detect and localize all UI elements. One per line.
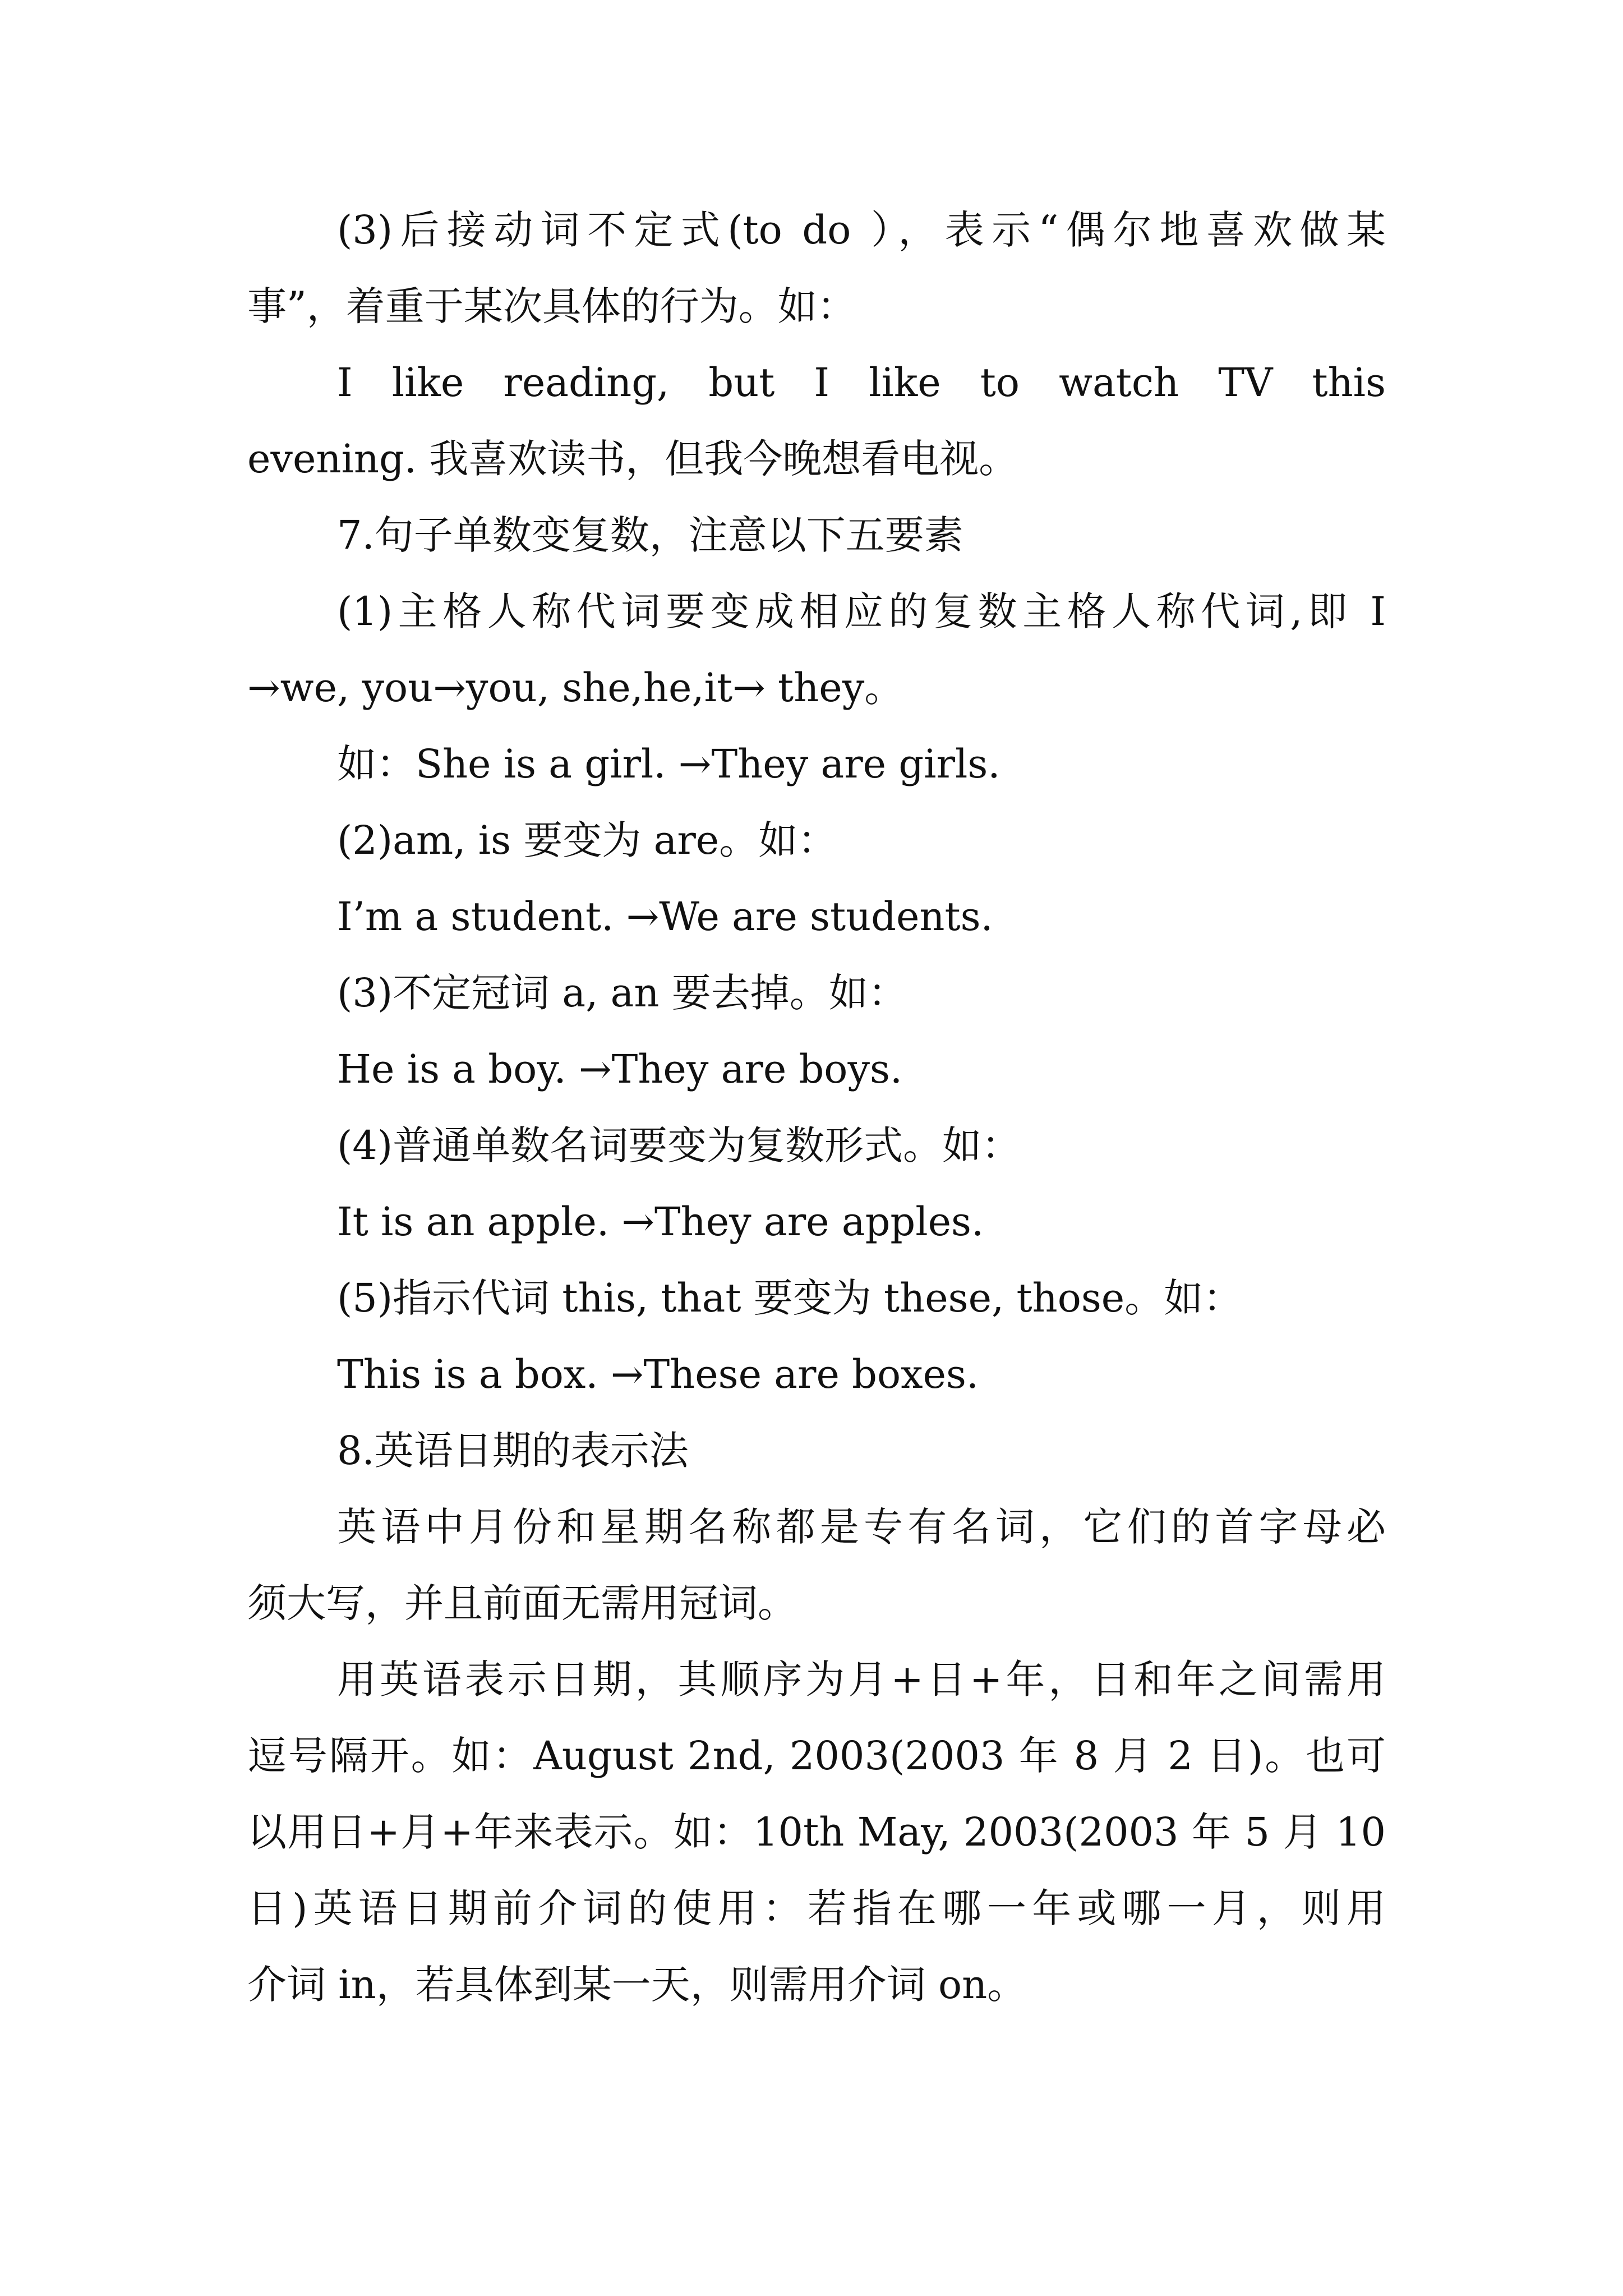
text-line: 日)英语日期前介词的使用：若指在哪一年或哪一月，则用 xyxy=(247,1885,1386,1931)
text-line: (3)后接动词不定式(to do ），表示“偶尔地喜欢做某 xyxy=(337,207,1386,253)
text-line: 介词 in，若具体到某一天，则需用介词 on。 xyxy=(247,1962,1027,2008)
text-line: →we, you→you, she,he,it→ they。 xyxy=(247,665,904,711)
section-heading: 8.英语日期的表示法 xyxy=(337,1428,689,1474)
text-line: 以用日+月+年来表示。如：10th May, 2003(2003 年 5 月 10 xyxy=(247,1809,1386,1855)
example-line: He is a boy. →They are boys. xyxy=(337,1046,903,1092)
section-heading: 7.句子单数变复数，注意以下五要素 xyxy=(337,512,963,558)
text-line: (1)主格人称代词要变成相应的复数主格人称代词,即 I xyxy=(337,588,1386,634)
text-line: 英语中月份和星期名称都是专有名词，它们的首字母必 xyxy=(337,1504,1386,1550)
text-line: (4)普通单数名词要变为复数形式。如： xyxy=(337,1122,1021,1168)
text-line: 逗号隔开。如：August 2nd, 2003(2003 年 8 月 2 日)。也可 xyxy=(247,1733,1386,1779)
text-line: (3)不定冠词 a, an 要去掉。如： xyxy=(337,970,907,1016)
text-line: evening. 我喜欢读书，但我今晚想看电视。 xyxy=(247,436,1018,482)
example-line: 如：She is a girl. →They are girls. xyxy=(337,741,1000,787)
text-line: (5)指示代词 this, that 要变为 these, those。如： xyxy=(337,1275,1243,1321)
example-line: This is a box. →These are boxes. xyxy=(337,1351,979,1397)
text-line: 事”，着重于某次具体的行为。如： xyxy=(247,283,856,329)
text-line: (2)am, is 要变为 are。如： xyxy=(337,817,837,863)
example-line: It is an apple. →They are apples. xyxy=(337,1199,984,1245)
text-line: 须大写，并且前面无需用冠词。 xyxy=(247,1580,797,1626)
example-line: I’m a student. →We are students. xyxy=(337,894,993,940)
text-line: 用英语表示日期，其顺序为月+日+年，日和年之间需用 xyxy=(337,1657,1386,1703)
text-line: I like reading, but I like to watch TV this xyxy=(337,360,1386,406)
